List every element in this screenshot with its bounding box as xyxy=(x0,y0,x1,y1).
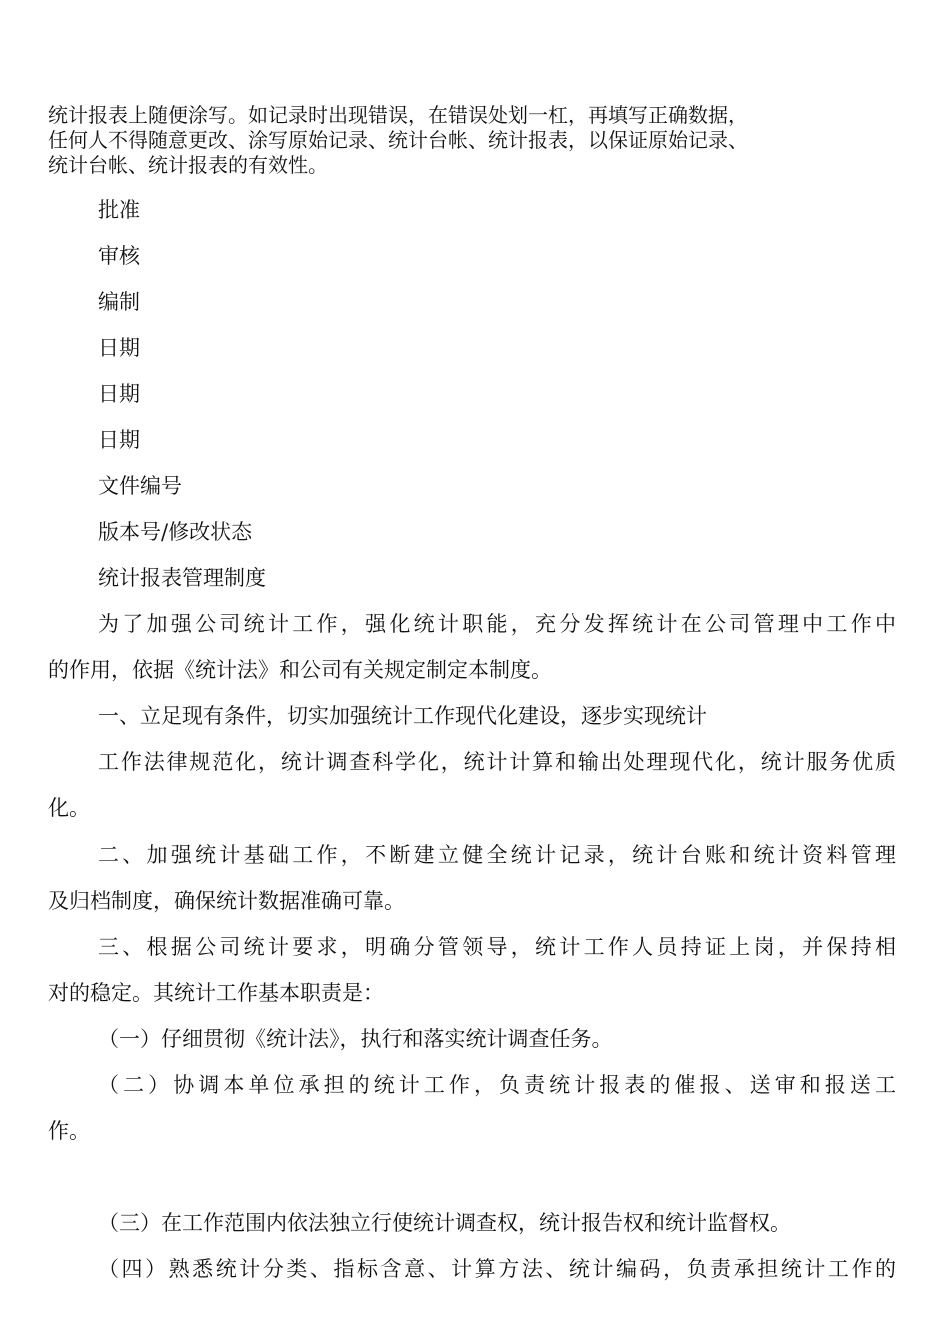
document-title: 统计报表管理制度 xyxy=(98,566,266,590)
item-1-line: 工作法律规范化，统计调查科学化，统计计算和输出处理现代化，统计服务优质 xyxy=(98,750,896,774)
item-1-line: 化。 xyxy=(48,796,90,820)
text-line: 统计台帐、统计报表的有效性。 xyxy=(48,153,328,177)
version-status-label: 版本号/修改状态 xyxy=(98,520,253,544)
document-number-label: 文件编号 xyxy=(98,474,182,498)
intro-line: 的作用，依据《统计法》和公司有关规定制定本制度。 xyxy=(48,658,552,682)
signoff-approve: 批准 xyxy=(98,198,140,222)
signoff-date: 日期 xyxy=(98,428,140,452)
item-2-line: 及归档制度，确保统计数据准确可靠。 xyxy=(48,889,405,913)
duty-1: （一）仔细贯彻《统计法》，执行和落实统计调查任务。 xyxy=(98,1027,613,1051)
duty-3: （三）在工作范围内依法独立行使统计调查权，统计报告权和统计监督权。 xyxy=(98,1211,791,1235)
item-2-line: 二、加强统计基础工作，不断建立健全统计记录，统计台账和统计资料管理 xyxy=(98,843,896,867)
signoff-prepare: 编制 xyxy=(98,290,140,314)
continuation-paragraph xyxy=(48,103,908,178)
item-3-line: 对的稳定。其统计工作基本职责是： xyxy=(48,981,384,1005)
signoff-date: 日期 xyxy=(98,382,140,406)
duty-2-line: 作。 xyxy=(48,1119,90,1143)
duty-4: （四）熟悉统计分类、指标含意、计算方法、统计编码，负责承担统计工作的 xyxy=(98,1257,896,1281)
signoff-review: 审核 xyxy=(98,244,140,268)
item-3-line: 三、根据公司统计要求，明确分管领导，统计工作人员持证上岗，并保持相 xyxy=(98,935,896,959)
intro-line: 为了加强公司统计工作，强化统计职能，充分发挥统计在公司管理中工作中 xyxy=(98,612,896,636)
item-1-line: 一、立足现有条件，切实加强统计工作现代化建设，逐步实现统计 xyxy=(98,704,707,728)
signoff-date: 日期 xyxy=(98,336,140,360)
text-line: 任何人不得随意更改、涂写原始记录、统计台帐、统计报表，以保证原始记录、 xyxy=(48,128,748,152)
text-line: 统计报表上随便涂写。如记录时出现错误，在错误处划一杠，再填写正确数据， xyxy=(48,103,748,127)
duty-2-line: （二）协调本单位承担的统计工作，负责统计报表的催报、送审和报送工 xyxy=(98,1073,896,1097)
